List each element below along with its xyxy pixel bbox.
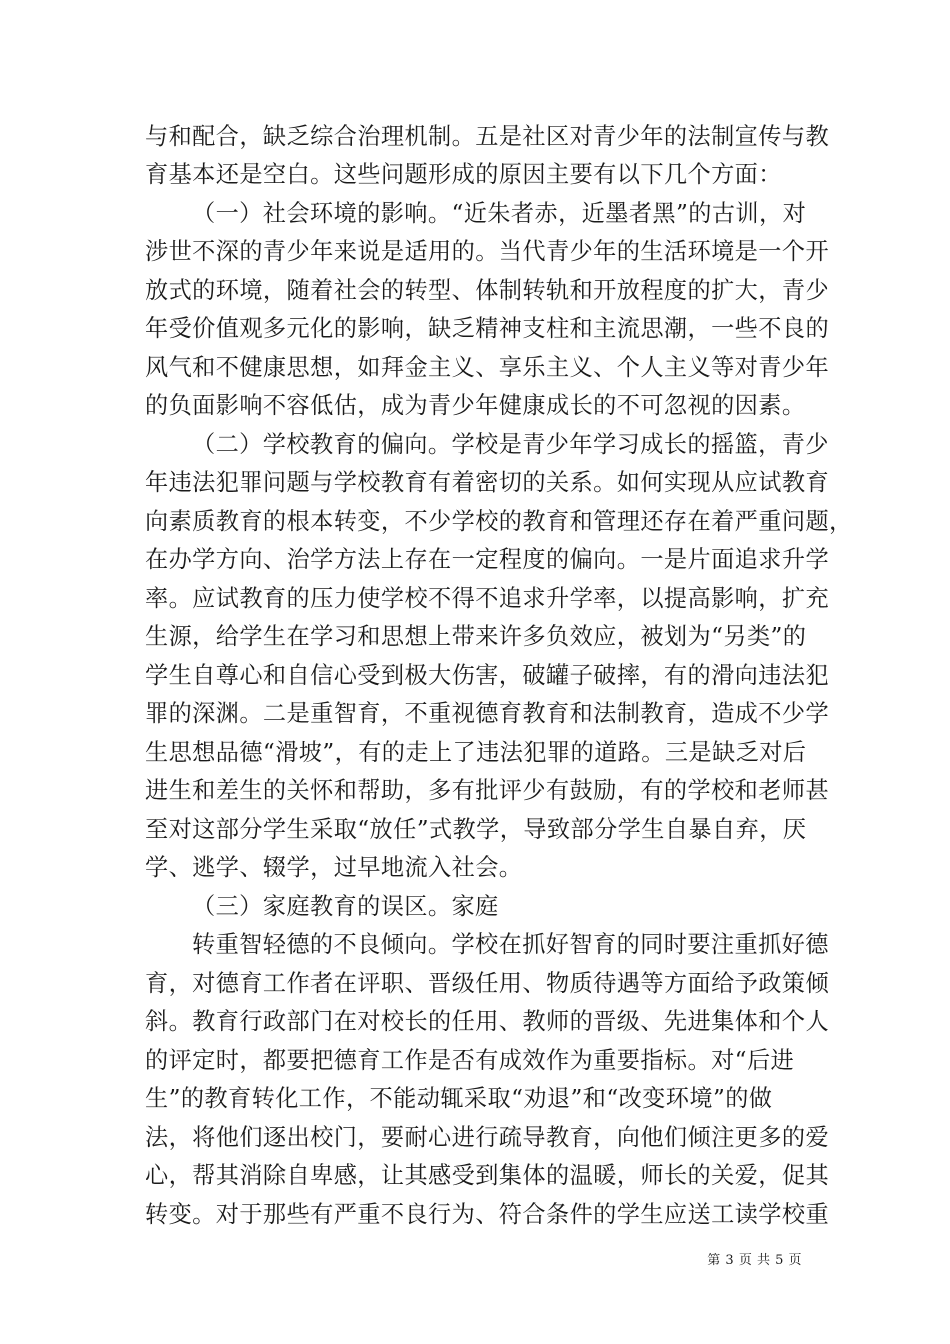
text-line: 转变。对于那些有严重不良行为、符合条件的学生应送工读学校重 [145,1201,830,1228]
text-line: 至对这部分学生采取“放任”式教学，导致部分学生自暴自弃，厌 [145,816,807,843]
text-line: 率。应试教育的压力使学校不得不追求升学率，以提高影响，扩充 [145,585,830,612]
text-line: 进生和差生的关怀和帮助，多有批评少有鼓励，有的学校和老师甚 [145,777,830,804]
text-line: 罪的深渊。二是重智育，不重视德育教育和法制教育，造成不少学 [145,700,830,727]
text-line: 风气和不健康思想，如拜金主义、享乐主义、个人主义等对青少年 [145,354,830,381]
text-line: 在办学方向、治学方法上存在一定程度的偏向。一是片面追求升学 [145,546,830,573]
text-line: 生思想品德“滑坡”，有的走上了违法犯罪的道路。三是缺乏对后 [145,739,807,766]
text-line: 心，帮其消除自卑感，让其感受到集体的温暖，师长的关爱，促其 [145,1162,830,1189]
text-line: 生源，给学生在学习和思想上带来许多负效应，被划为“另类”的 [145,623,807,650]
text-line: （二）学校教育的偏向。学校是青少年学习成长的摇篮，青少 [192,431,829,458]
text-line: 学生自尊心和自信心受到极大伤害，破罐子破摔，有的滑向违法犯 [145,662,830,689]
text-line: 涉世不深的青少年来说是适用的。当代青少年的生活环境是一个开 [145,238,830,265]
page-number: 第 3 页 共 5 页 [707,1253,802,1268]
text-line: 法，将他们逐出校门，要耐心进行疏导教育，向他们倾注更多的爱 [145,1124,830,1151]
text-line: 育，对德育工作者在评职、晋级任用、物质待遇等方面给予政策倾 [145,970,830,997]
text-line: 的负面影响不容低估，成为青少年健康成长的不可忽视的因素。 [145,392,806,419]
text-line: 与和配合，缺乏综合治理机制。五是社区对青少年的法制宣传与教 [145,123,830,150]
text-line: 斜。教育行政部门在对校长的任用、教师的晋级、先进集体和个人 [145,1008,830,1035]
text-line: 放式的环境，随着社会的转型、体制转轨和开放程度的扩大，青少 [145,277,830,304]
text-line: （三）家庭教育的误区。家庭 [192,893,499,920]
text-line: 育基本还是空白。这些问题形成的原因主要有以下几个方面： [145,161,782,188]
text-line: 向素质教育的根本转变，不少学校的教育和管理还存在着严重问题， [145,508,853,535]
text-line: 年违法犯罪问题与学校教育有着密切的关系。如何实现从应试教育 [145,469,830,496]
text-line: 的评定时，都要把德育工作是否有成效作为重要指标。对“后进 [145,1047,795,1074]
text-line: 转重智轻德的不良倾向。学校在抓好智育的同时要注重抓好德 [192,931,829,958]
text-line: （一）社会环境的影响。“近朱者赤，近墨者黑”的古训，对 [192,200,807,227]
text-line: 年受价值观多元化的影响，缺乏精神支柱和主流思潮，一些不良的 [145,315,830,342]
text-line: 生”的教育转化工作，不能动辄采取“劝退”和“改变环境”的做 [145,1085,773,1112]
text-line: 学、逃学、辍学，过早地流入社会。 [145,854,523,881]
